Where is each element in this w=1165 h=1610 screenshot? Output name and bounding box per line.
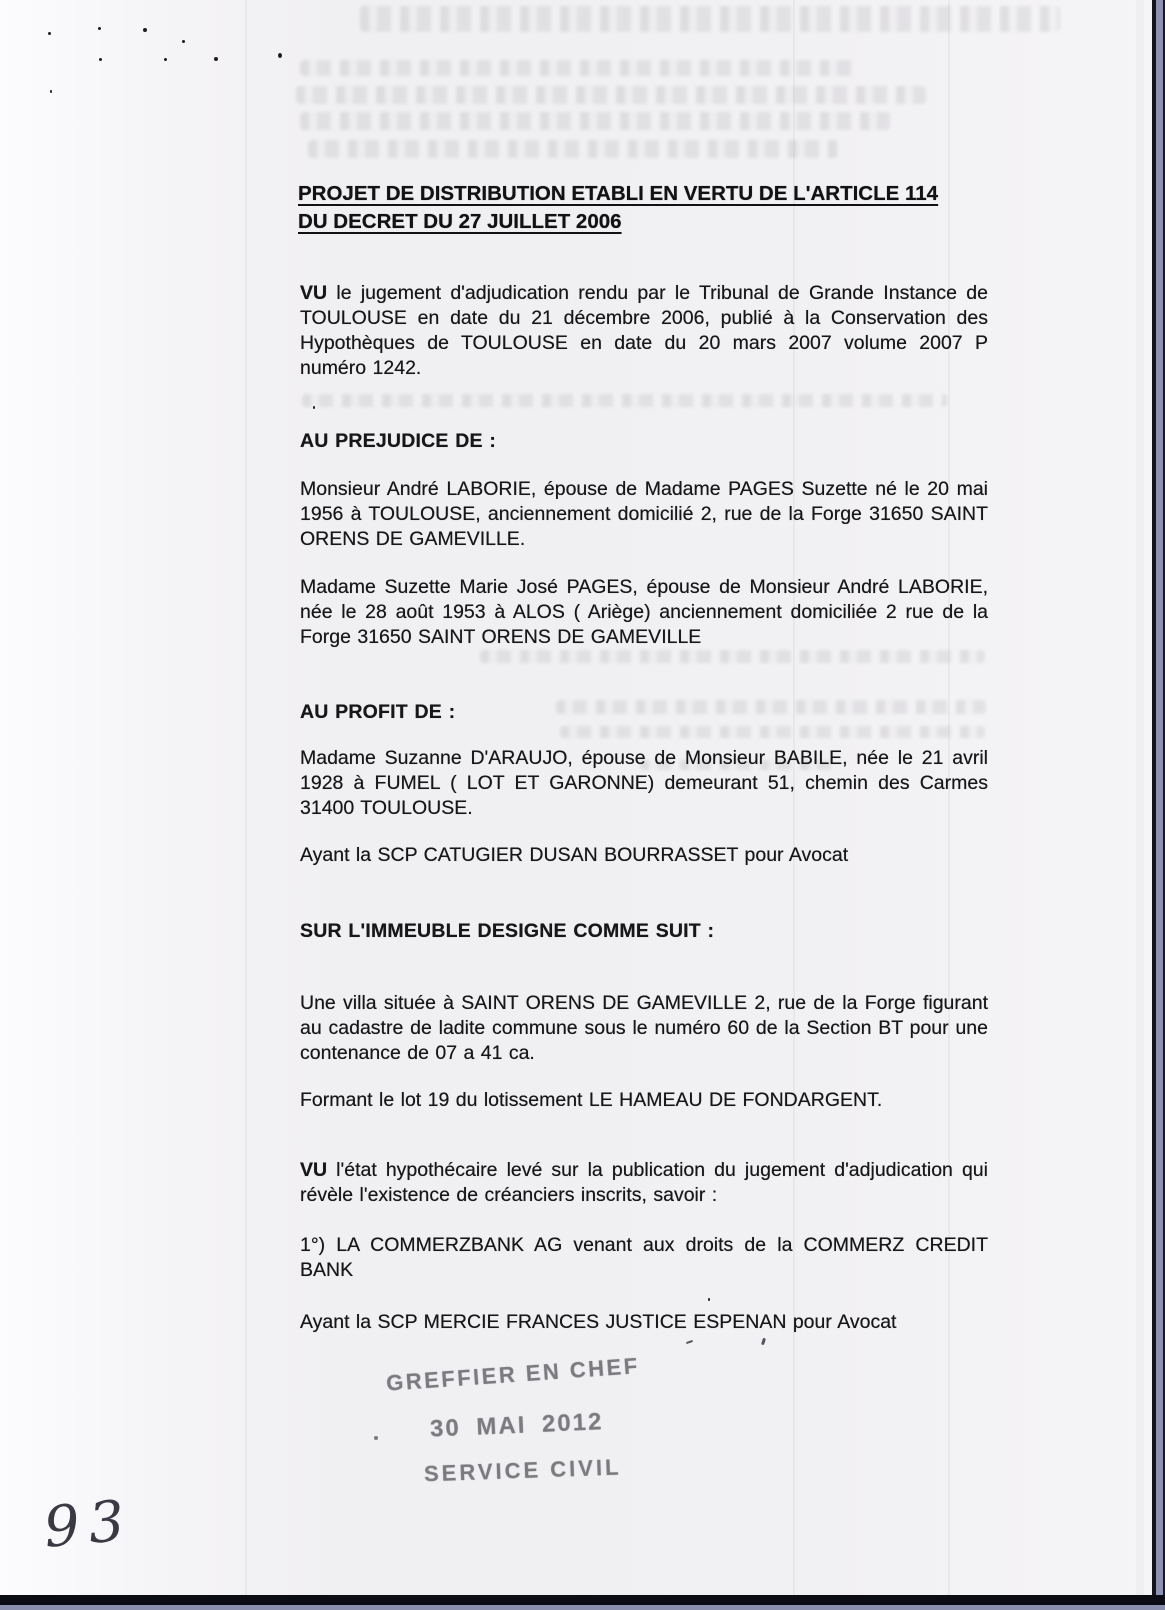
paragraph-lead: VU: [300, 1159, 328, 1181]
stamp-date-line: 30 MAI 2012: [429, 1408, 604, 1443]
paragraph-vu-hypothecaire: [300, 1158, 988, 1208]
document-title-line2: DU DECRET DU 27 JUILLET 2006: [298, 210, 622, 233]
paragraph-villa: Une villa située à SAINT ORENS DE GAMEVILLE 2, rue de la Forge figurant au cadastre de ladite commune sous le numéro 60 de la Section BT pour une contenance de 07 a 41 ca.: [300, 992, 988, 1064]
scan-streak: [245, 0, 247, 1595]
bleedthrough-smudge: [560, 726, 985, 738]
scan-speck: [182, 40, 185, 43]
heading-au-profit: AU PROFIT DE :: [300, 701, 456, 723]
document-title-line1: PROJET DE DISTRIBUTION ETABLI EN VERTU DE L'ARTICLE 114: [298, 182, 939, 205]
document-title: [298, 180, 1000, 236]
paragraph-lead: VU: [300, 282, 328, 304]
bleedthrough-smudge: [308, 140, 838, 158]
paragraph-text: l'état hypothécaire levé sur la publication du jugement d'adjudication qui révèle l'existence de créanciers inscrits, savoir :: [300, 1159, 988, 1206]
paragraph-commerzbank: 1°) LA COMMERZBANK AG venant aux droits de la COMMERZ CREDIT BANK: [300, 1234, 988, 1281]
scan-speck: [214, 57, 218, 61]
scan-speck: [99, 58, 102, 61]
bleedthrough-smudge: [300, 60, 860, 76]
bleedthrough-smudge: [296, 86, 926, 104]
bleedthrough-smudge: [360, 6, 1060, 32]
bleedthrough-smudge: [300, 112, 890, 130]
scan-speck: [143, 28, 147, 32]
scan-streak: [1136, 0, 1144, 1595]
paragraph-laborie: Monsieur André LABORIE, épouse de Madame PAGES Suzette né le 20 mai 1956 à TOULOUSE, anciennement domicilié 2, rue de la Forge 31650 SAINT ORENS DE GAMEVILLE.: [300, 478, 988, 550]
scan-edge-right: [1152, 0, 1165, 1610]
paragraph-vu-judgment: [300, 281, 988, 381]
scan-speck: [98, 27, 101, 30]
stamp-speck: [374, 1436, 378, 1440]
heading-immeuble: SUR L'IMMEUBLE DESIGNE COMME SUIT :: [300, 920, 715, 942]
scan-speck: [708, 1298, 710, 1301]
paragraph-text: le jugement d'adjudication rendu par le Tribunal de Grande Instance de TOULOUSE en date du 21 décembre 2006, publié à la Conservation des Hypothèques de TOULOUSE en date du 20 mars 2007 volume 2007 P numéro 1242.: [300, 282, 988, 379]
paragraph-pages: Madame Suzette Marie José PAGES, épouse de Monsieur André LABORIE, née le 28 août 1953 à ALOS ( Ariège) anciennement domiciliée 2 rue de la Forge 31650 SAINT ORENS DE GAMEVILLE: [300, 576, 988, 648]
bleedthrough-smudge: [480, 650, 985, 663]
line-formant: Formant le lot 19 du lotissement LE HAMEAU DE FONDARGENT.: [300, 1089, 883, 1111]
scan-speck: [164, 58, 167, 61]
paragraph-daraujo: Madame Suzanne D'ARAUJO, épouse de Monsieur BABILE, née le 21 avril 1928 à FUMEL ( LOT ET GARONNE) demeurant 51, chemin des Carmes 31400 TOULOUSE.: [300, 747, 988, 819]
bleedthrough-smudge: [556, 700, 986, 714]
stamp-greffier-line: GREFFIER EN CHEF: [385, 1353, 641, 1396]
handwritten-page-number: 93: [41, 1488, 136, 1561]
scan-speck: [278, 53, 282, 58]
stamp-service-line: SERVICE CIVIL: [423, 1454, 622, 1487]
line-avocat-mercie: Ayant la SCP MERCIE FRANCES JUSTICE ESPENAN pour Avocat: [300, 1311, 897, 1333]
heading-au-prejudice: AU PREJUDICE DE :: [300, 430, 497, 452]
scan-speck: [48, 32, 51, 35]
line-avocat-catugier: Ayant la SCP CATUGIER DUSAN BOURRASSET pour Avocat: [300, 844, 849, 866]
bleedthrough-smudge: [302, 394, 947, 407]
scan-edge-bottom: [0, 1595, 1165, 1610]
scan-speck: [50, 90, 52, 93]
scan-speck: [313, 406, 315, 409]
